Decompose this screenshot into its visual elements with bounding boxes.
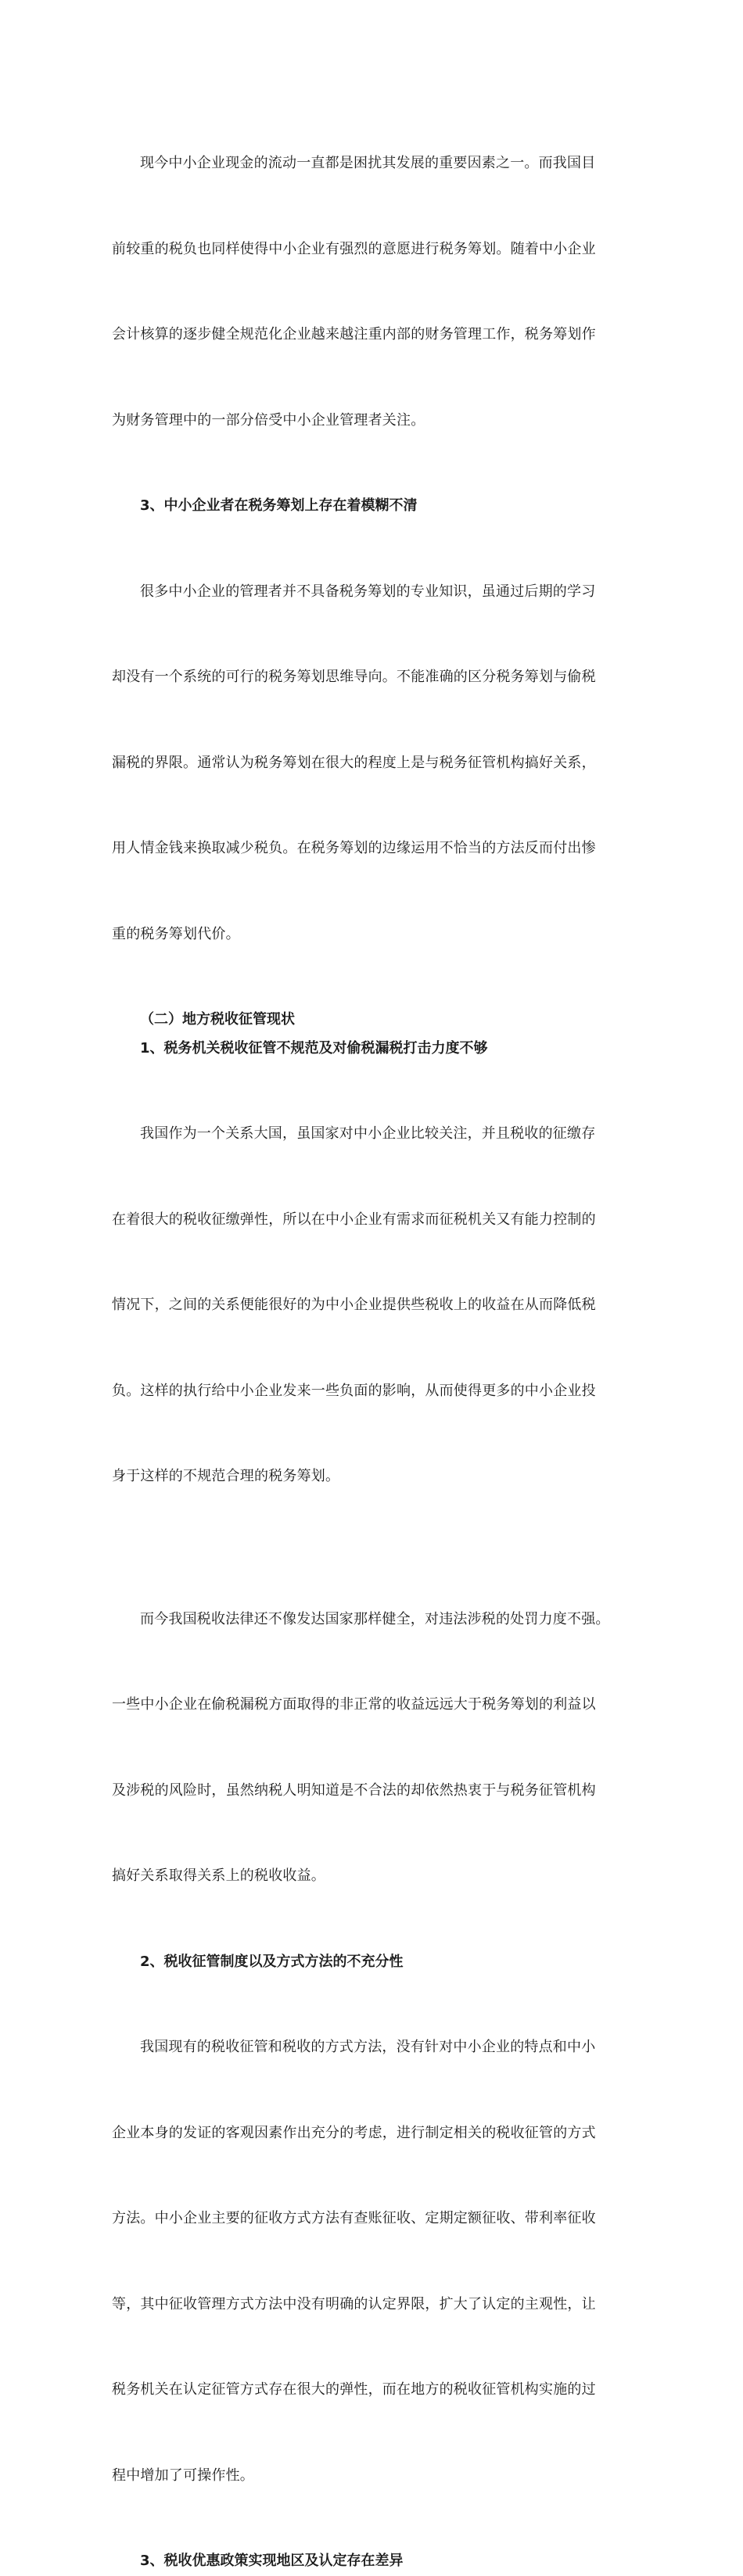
- section-heading-local-tax-status: （二）地方税收征管现状: [140, 1011, 295, 1028]
- section-heading-3-ambiguity: 3、中小企业者在税务筹划上存在着模糊不清: [140, 497, 418, 514]
- section-heading-3-preferential-policy: 3、税收优惠政策实现地区及认定存在差异: [140, 2553, 404, 2569]
- text-line: 身于这样的不规范合理的税务筹划。: [112, 1468, 340, 1484]
- text-line: 程中增加了可操作性。: [112, 2467, 254, 2484]
- text-line: 搞好关系取得关系上的税收收益。: [112, 1867, 325, 1884]
- text-line: 前较重的税负也同样使得中小企业有强烈的意愿进行税务筹划。随着中小企业: [112, 240, 596, 257]
- text-line: 我国作为一个关系大国，虽国家对中小企业比较关注，并且税收的征缴存: [140, 1125, 596, 1142]
- text-line: 负。这样的执行给中小企业发来一些负面的影响，从而使得更多的中小企业投: [112, 1382, 596, 1399]
- paragraph-tax-law: [112, 1548, 628, 1948]
- text-line: 用人情金钱来换取减少税负。在税务筹划的边缘运用不恰当的方法反而付出惨: [112, 840, 596, 856]
- paragraph-relationship-country: [112, 1063, 628, 1548]
- section-heading-1-irregular-collection: 1、税务机关税收征管不规范及对偷税漏税打击力度不够: [140, 1039, 488, 1057]
- document-body: [112, 92, 628, 2576]
- text-line: 很多中小企业的管理者并不具备税务筹划的专业知识，虽通过后期的学习: [140, 583, 596, 600]
- text-line: 为财务管理中的一部分倍受中小企业管理者关注。: [112, 411, 425, 429]
- text-line: 一些中小企业在偷税漏税方面取得的非正常的收益远远大于税务筹划的利益以: [112, 1696, 596, 1713]
- text-line: 而今我国税收法律还不像发达国家那样健全，对违法涉税的处罚力度不强。: [140, 1610, 610, 1627]
- text-line: 我国现有的税收征管和税收的方式方法，没有针对中小企业的特点和中小: [140, 2039, 596, 2055]
- text-line: 方法。中小企业主要的征收方式方法有查账征收、定期定额征收、带利率征收: [112, 2210, 596, 2226]
- text-line: 等，其中征收管理方式方法中没有明确的认定界限，扩大了认定的主观性，让: [112, 2295, 596, 2312]
- paragraph-collection-methods: [112, 1976, 628, 2547]
- paragraph-cash-flow: [112, 92, 628, 492]
- text-line: 漏税的界限。通常认为税务筹划在很大的程度上是与税务征管机构搞好关系，: [112, 754, 596, 771]
- text-line: 情况下，之间的关系便能很好的为中小企业提供些税收上的收益在从而降低税: [112, 1297, 596, 1313]
- text-line: 却没有一个系统的可行的税务筹划思维导向。不能准确的区分税务筹划与偷税: [112, 669, 596, 685]
- text-line: 在着很大的税收征缴弹性，所以在中小企业有需求而征税机关又有能力控制的: [112, 1211, 596, 1228]
- text-line: 重的税务筹划代价。: [112, 925, 240, 942]
- paragraph-managers-knowledge: [112, 521, 628, 1006]
- section-heading-2-collection-system: 2、税收征管制度以及方式方法的不充分性: [140, 1953, 404, 1970]
- text-line: 及涉税的风险时，虽然纳税人明知道是不合法的却依然热衷于与税务征管机构: [112, 1781, 596, 1799]
- text-line: 税务机关在认定征管方式存在很大的弹性，而在地方的税收征管机构实施的过: [112, 2381, 596, 2398]
- text-line: 会计核算的逐步健全规范化企业越来越注重内部的财务管理工作，税务筹划作: [112, 326, 596, 343]
- text-line: 企业本身的发证的客观因素作出充分的考虑，进行制定相关的税收征管的方式: [112, 2124, 596, 2141]
- text-line: 现今中小企业现金的流动一直都是困扰其发展的重要因素之一。而我国目: [140, 155, 596, 171]
